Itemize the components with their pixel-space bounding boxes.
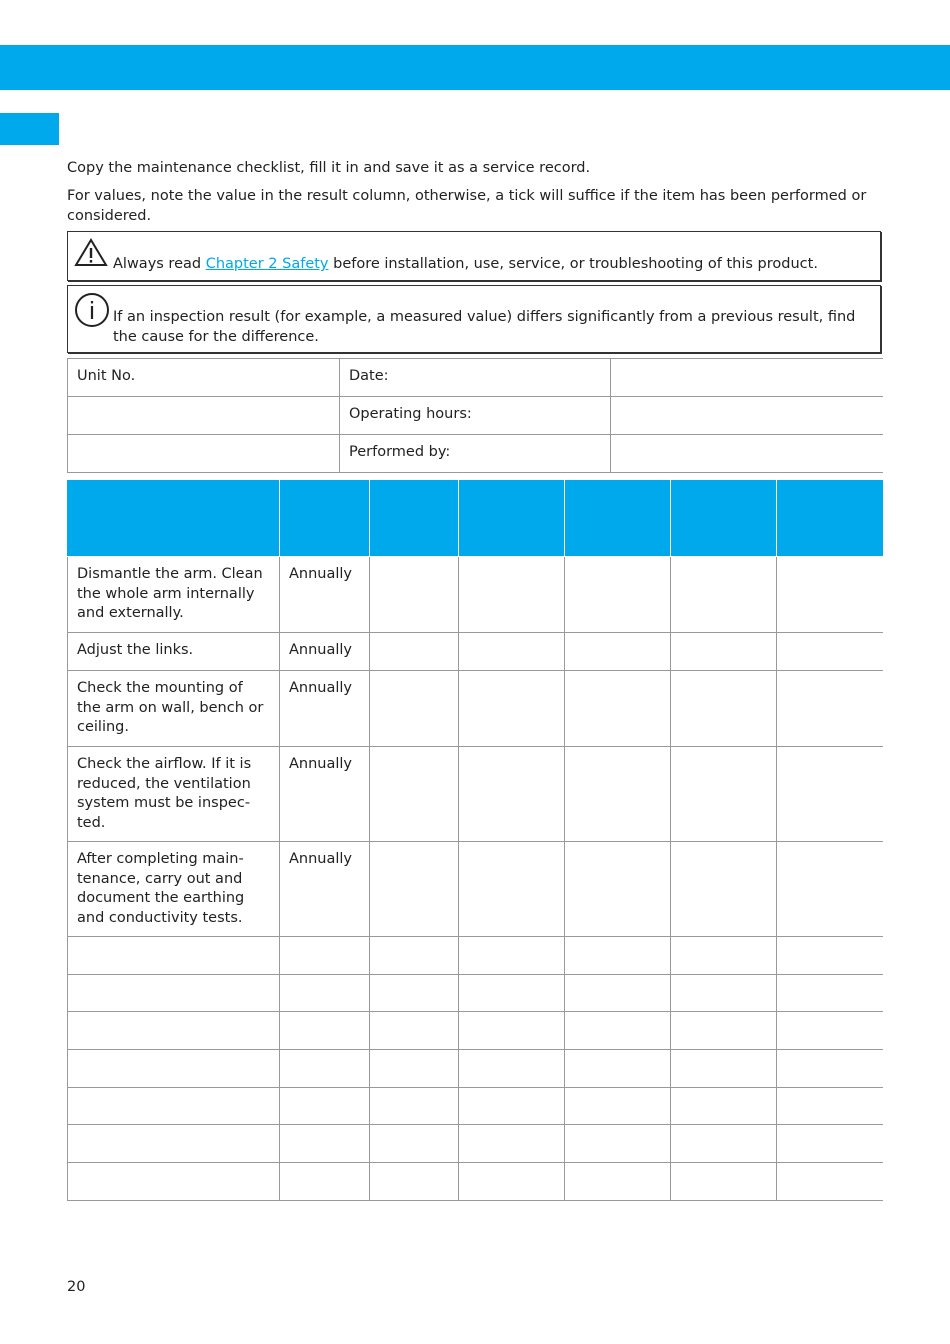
- result-cell[interactable]: [370, 842, 459, 937]
- result-cell[interactable]: [565, 975, 671, 1012]
- checklist-row: [68, 1163, 883, 1201]
- task-cell: [68, 1088, 280, 1125]
- interval-cell: Annually: [280, 671, 370, 747]
- record-cell[interactable]: [611, 435, 883, 473]
- interval-cell: [280, 1088, 370, 1125]
- result-cell[interactable]: [671, 747, 777, 842]
- result-cell[interactable]: [565, 1050, 671, 1088]
- header-cell: [459, 480, 565, 557]
- result-cell[interactable]: [777, 671, 883, 747]
- result-cell[interactable]: [459, 975, 565, 1012]
- checklist-header-row: [68, 480, 883, 557]
- result-cell[interactable]: [565, 557, 671, 633]
- warning-triangle-icon: [74, 238, 108, 275]
- interval-cell: [280, 1050, 370, 1088]
- interval-cell: [280, 1012, 370, 1050]
- result-cell[interactable]: [370, 1125, 459, 1163]
- result-cell[interactable]: [671, 557, 777, 633]
- result-cell[interactable]: [777, 1088, 883, 1125]
- record-table: [67, 358, 883, 473]
- record-row: [68, 359, 883, 397]
- chapter-tab: [0, 113, 59, 145]
- warning-notice: [67, 231, 881, 281]
- result-cell[interactable]: [459, 1163, 565, 1201]
- result-cell[interactable]: [459, 1012, 565, 1050]
- result-cell[interactable]: [777, 557, 883, 633]
- result-cell[interactable]: [459, 937, 565, 975]
- task-cell: Check the mounting of the arm on wall, bench or ceiling.: [68, 671, 280, 747]
- task-cell: [68, 1125, 280, 1163]
- header-band: [0, 45, 950, 90]
- result-cell[interactable]: [459, 1050, 565, 1088]
- result-cell[interactable]: [565, 1125, 671, 1163]
- checklist-row: [68, 633, 883, 671]
- result-cell[interactable]: [777, 633, 883, 671]
- result-cell[interactable]: [370, 1012, 459, 1050]
- checklist-row: [68, 1012, 883, 1050]
- header-cell: [370, 480, 459, 557]
- record-cell: Unit No.: [68, 359, 340, 397]
- result-cell[interactable]: [459, 747, 565, 842]
- result-cell[interactable]: [459, 633, 565, 671]
- interval-cell: [280, 1163, 370, 1201]
- result-cell[interactable]: [565, 1163, 671, 1201]
- result-cell[interactable]: [459, 1088, 565, 1125]
- result-cell[interactable]: [671, 633, 777, 671]
- result-cell[interactable]: [565, 1088, 671, 1125]
- interval-cell: [280, 937, 370, 975]
- record-row: [68, 435, 883, 473]
- record-cell[interactable]: [611, 359, 883, 397]
- result-cell[interactable]: [370, 633, 459, 671]
- result-cell[interactable]: [777, 1125, 883, 1163]
- result-cell[interactable]: [370, 937, 459, 975]
- record-cell: Date:: [340, 359, 611, 397]
- result-cell[interactable]: [777, 1163, 883, 1201]
- header-cell: [565, 480, 671, 557]
- record-row: [68, 397, 883, 435]
- interval-cell: [280, 975, 370, 1012]
- interval-cell: Annually: [280, 842, 370, 937]
- result-cell[interactable]: [459, 1125, 565, 1163]
- record-cell[interactable]: [611, 397, 883, 435]
- result-cell[interactable]: [777, 937, 883, 975]
- result-cell[interactable]: [370, 671, 459, 747]
- result-cell[interactable]: [671, 1163, 777, 1201]
- result-cell[interactable]: [671, 1050, 777, 1088]
- result-cell[interactable]: [777, 1012, 883, 1050]
- result-cell[interactable]: [459, 671, 565, 747]
- info-text: If an inspection result (for example, a measured value) differs significantly from a previous result, find the cause for the difference.: [113, 309, 856, 345]
- result-cell[interactable]: [565, 1012, 671, 1050]
- record-cell[interactable]: [68, 435, 340, 473]
- result-cell[interactable]: [671, 1012, 777, 1050]
- chapter-2-safety-link[interactable]: Chapter 2 Safety: [205, 256, 329, 272]
- record-cell: Performed by:: [340, 435, 611, 473]
- result-cell[interactable]: [671, 937, 777, 975]
- result-cell[interactable]: [565, 747, 671, 842]
- intro-line-2: For values, note the value in the result column, otherwise, a tick will suffice if the item has been performed or considered.: [67, 188, 867, 224]
- result-cell[interactable]: [370, 1163, 459, 1201]
- result-cell[interactable]: [671, 671, 777, 747]
- maintenance-checklist-table: [67, 480, 883, 1201]
- result-cell[interactable]: [370, 747, 459, 842]
- result-cell[interactable]: [565, 842, 671, 937]
- result-cell[interactable]: [565, 671, 671, 747]
- interval-cell: [280, 1125, 370, 1163]
- result-cell[interactable]: [777, 1050, 883, 1088]
- checklist-row: [68, 557, 883, 633]
- result-cell[interactable]: [671, 1125, 777, 1163]
- page-number: 20: [67, 1279, 86, 1295]
- result-cell[interactable]: [370, 975, 459, 1012]
- result-cell[interactable]: [459, 557, 565, 633]
- result-cell[interactable]: [370, 1050, 459, 1088]
- header-cell: [777, 480, 883, 557]
- interval-cell: Annually: [280, 747, 370, 842]
- intro-line-1: Copy the maintenance checklist, fill it in and save it as a service record.: [67, 160, 591, 176]
- interval-cell: Annually: [280, 633, 370, 671]
- result-cell[interactable]: [671, 1088, 777, 1125]
- task-cell: Check the airflow. If it is reduced, the ventilation system must be inspected.: [68, 747, 280, 842]
- result-cell[interactable]: [459, 842, 565, 937]
- result-cell[interactable]: [671, 842, 777, 937]
- checklist-row: [68, 842, 883, 937]
- checklist-row: [68, 671, 883, 747]
- header-cell: [68, 480, 280, 557]
- checklist-row: [68, 1125, 883, 1163]
- task-cell: After completing maintenance, carry out and document the earthing and conductivity tests.: [68, 842, 280, 937]
- task-cell: [68, 1050, 280, 1088]
- record-cell: Operating hours:: [340, 397, 611, 435]
- task-cell: [68, 975, 280, 1012]
- task-cell: [68, 937, 280, 975]
- task-cell: Adjust the links.: [68, 633, 280, 671]
- result-cell[interactable]: [565, 633, 671, 671]
- info-circle-icon: [74, 292, 110, 335]
- task-cell: [68, 1012, 280, 1050]
- result-cell[interactable]: [777, 842, 883, 937]
- result-cell[interactable]: [370, 557, 459, 633]
- checklist-row: [68, 975, 883, 1012]
- warning-text: Always read Chapter 2 Safety before installation, use, service, or troubleshooting of this product.: [113, 256, 818, 272]
- result-cell[interactable]: [777, 975, 883, 1012]
- result-cell[interactable]: [671, 975, 777, 1012]
- result-cell[interactable]: [370, 1088, 459, 1125]
- record-cell[interactable]: [68, 397, 340, 435]
- interval-cell: Annually: [280, 557, 370, 633]
- task-cell: Dismantle the arm. Clean the whole arm internally and externally.: [68, 557, 280, 633]
- checklist-row: [68, 937, 883, 975]
- checklist-row: [68, 747, 883, 842]
- header-cell: [280, 480, 370, 557]
- checklist-row: [68, 1088, 883, 1125]
- result-cell[interactable]: [777, 747, 883, 842]
- info-notice: [67, 285, 881, 353]
- header-cell: [671, 480, 777, 557]
- task-cell: [68, 1163, 280, 1201]
- checklist-row: [68, 1050, 883, 1088]
- result-cell[interactable]: [565, 937, 671, 975]
